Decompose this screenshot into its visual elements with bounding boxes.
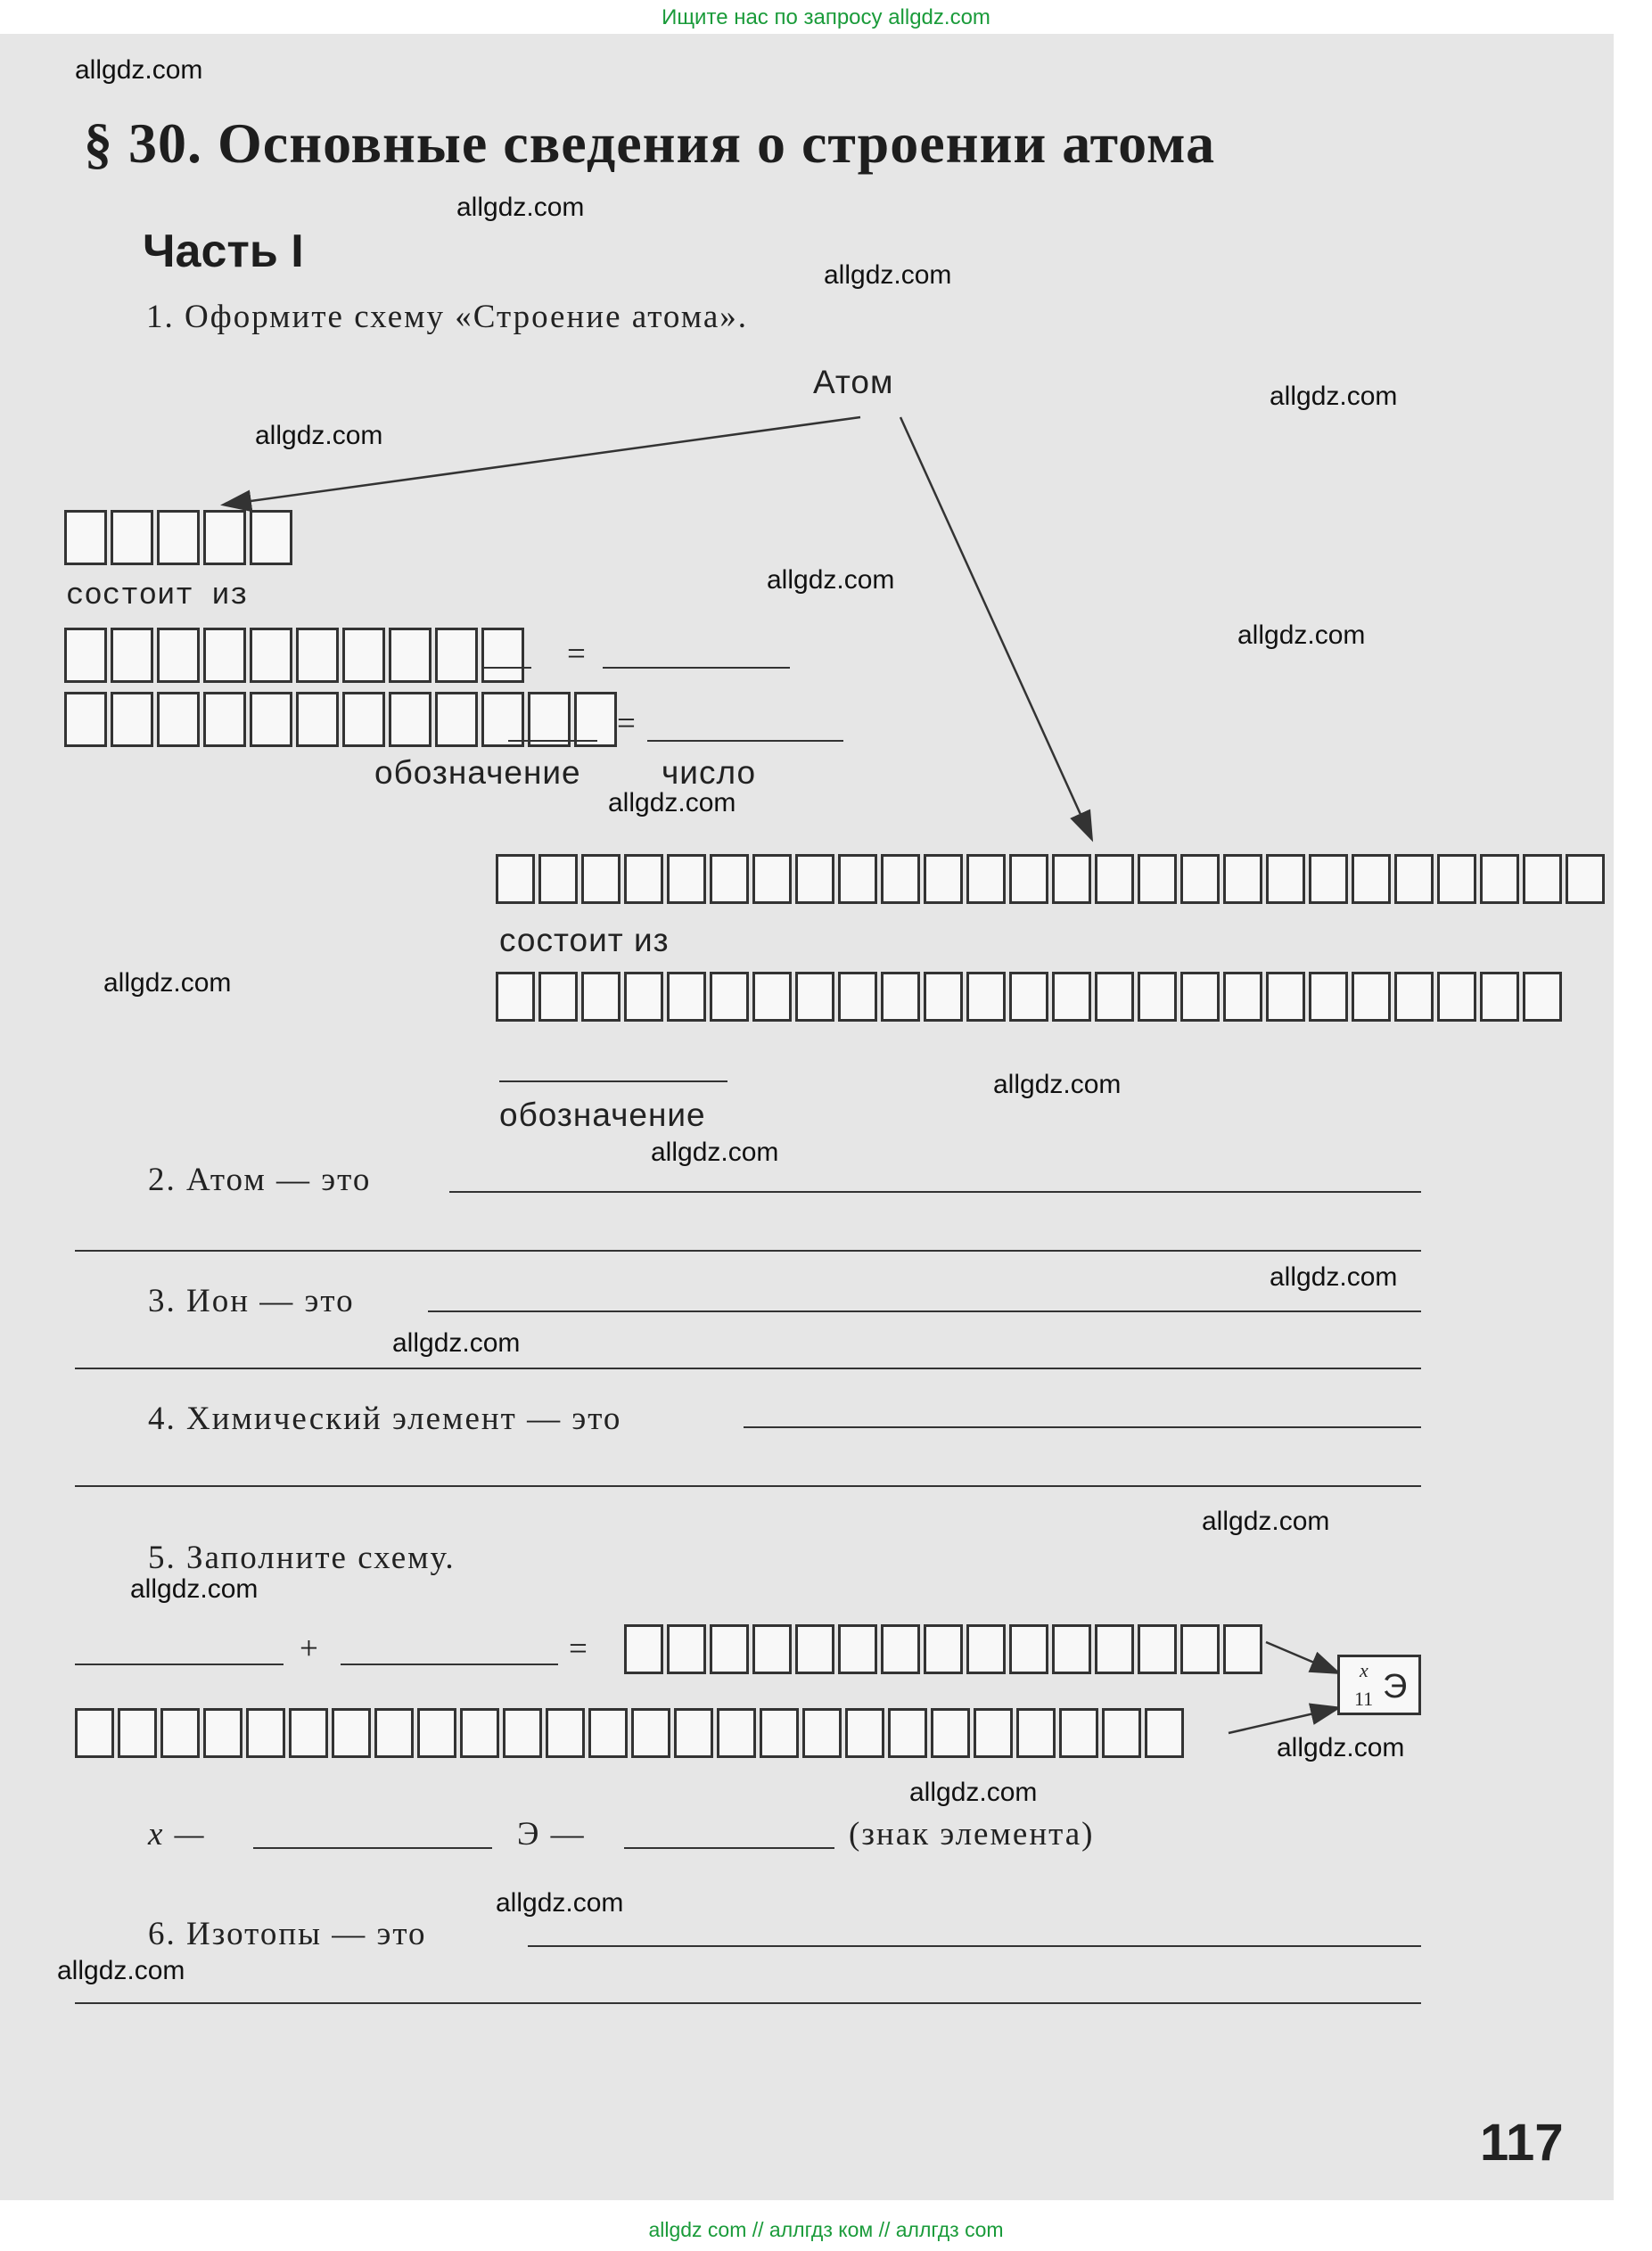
particle-1-boxes[interactable] bbox=[64, 628, 524, 683]
symbol-superscript: x bbox=[1360, 1659, 1368, 1681]
e-answer-line[interactable] bbox=[624, 1847, 834, 1849]
answer-line-4a[interactable] bbox=[744, 1426, 1421, 1428]
page-number: 117 bbox=[1480, 2114, 1564, 2172]
watermark: allgdz.com bbox=[1270, 382, 1398, 411]
e-label: Э — bbox=[517, 1816, 586, 1853]
question-1: 1. Оформите схему «Строение атома». bbox=[146, 299, 749, 335]
symbol-letter: Э bbox=[1383, 1668, 1408, 1705]
watermark: allgdz.com bbox=[767, 565, 895, 595]
watermark: allgdz.com bbox=[1202, 1507, 1330, 1536]
watermark: allgdz.com bbox=[392, 1328, 521, 1358]
answer-line-6a[interactable] bbox=[528, 1945, 1421, 1947]
scheme-result-boxes-2[interactable] bbox=[75, 1708, 1184, 1758]
x-label: x — bbox=[148, 1816, 206, 1853]
particle-2-boxes[interactable] bbox=[64, 692, 617, 747]
consists-of-label-1: состоит из bbox=[66, 579, 249, 613]
answer-line-4b[interactable] bbox=[75, 1485, 1421, 1487]
electron-shell-boxes[interactable] bbox=[496, 854, 1605, 904]
question-3: 3. Ион — это bbox=[148, 1283, 355, 1319]
watermark: allgdz.com bbox=[496, 1888, 624, 1918]
question-2: 2. Атом — это bbox=[148, 1162, 372, 1198]
watermark: allgdz.com bbox=[255, 421, 383, 450]
watermark: allgdz.com bbox=[824, 260, 952, 290]
watermark: allgdz.com bbox=[909, 1778, 1038, 1807]
number-line-2[interactable] bbox=[647, 740, 843, 742]
watermark: allgdz.com bbox=[130, 1574, 259, 1604]
element-symbol-box bbox=[1337, 1655, 1421, 1715]
symbol-subscript: 11 bbox=[1354, 1688, 1374, 1710]
question-4: 4. Химический элемент — это bbox=[148, 1401, 622, 1437]
element-sign-label: (знак элемента) bbox=[849, 1816, 1095, 1853]
watermark: allgdz.com bbox=[993, 1070, 1122, 1099]
watermark: allgdz.com bbox=[1237, 620, 1366, 650]
scheme-blank-1[interactable] bbox=[75, 1664, 284, 1665]
plus-sign: + bbox=[300, 1631, 320, 1667]
nucleus-answer-boxes[interactable] bbox=[64, 510, 292, 565]
electrons-boxes[interactable] bbox=[496, 972, 1562, 1022]
bottom-banner[interactable]: allgdz com // аллгдз ком // аллгдз com bbox=[648, 2218, 1004, 2241]
equals-sign-2: = bbox=[617, 705, 637, 742]
watermark: allgdz.com bbox=[75, 55, 203, 85]
equals-sign-3: = bbox=[569, 1631, 589, 1667]
consists-of-label-2: состоит из bbox=[499, 922, 670, 958]
watermark: allgdz.com bbox=[456, 193, 585, 222]
equals-sign-1: = bbox=[567, 636, 588, 672]
x-answer-line[interactable] bbox=[253, 1847, 492, 1849]
watermark: allgdz.com bbox=[1270, 1262, 1398, 1292]
scheme-blank-2[interactable] bbox=[341, 1664, 558, 1665]
number-label: число bbox=[662, 754, 757, 791]
answer-line-3b[interactable] bbox=[75, 1368, 1421, 1369]
watermark: allgdz.com bbox=[651, 1138, 779, 1167]
designation-line-3[interactable] bbox=[499, 1080, 727, 1082]
section-title: § 30. Основные сведения о строении атома bbox=[84, 111, 1216, 175]
atom-label: Атом bbox=[813, 364, 894, 400]
designation-line-1[interactable] bbox=[481, 667, 531, 669]
answer-line-3a[interactable] bbox=[428, 1310, 1421, 1312]
watermark: allgdz.com bbox=[1277, 1733, 1405, 1762]
top-banner[interactable]: Ищите нас по запросу allgdz.com bbox=[662, 5, 990, 29]
scheme-result-boxes-1[interactable] bbox=[624, 1624, 1262, 1674]
designation-label-2: обозначение bbox=[499, 1097, 706, 1133]
answer-line-2a[interactable] bbox=[449, 1191, 1421, 1193]
watermark: allgdz.com bbox=[57, 1956, 185, 1985]
designation-line-2[interactable] bbox=[508, 740, 597, 742]
watermark: allgdz.com bbox=[608, 788, 736, 817]
watermark: allgdz.com bbox=[103, 968, 232, 998]
question-5: 5. Заполните схему. bbox=[148, 1540, 456, 1576]
part-heading: Часть I bbox=[143, 226, 304, 277]
number-line-1[interactable] bbox=[603, 667, 790, 669]
designation-label-1: обозначение bbox=[374, 754, 581, 791]
answer-line-2b[interactable] bbox=[75, 1250, 1421, 1252]
question-6: 6. Изотопы — это bbox=[148, 1916, 427, 1952]
answer-line-6b[interactable] bbox=[75, 2002, 1421, 2004]
